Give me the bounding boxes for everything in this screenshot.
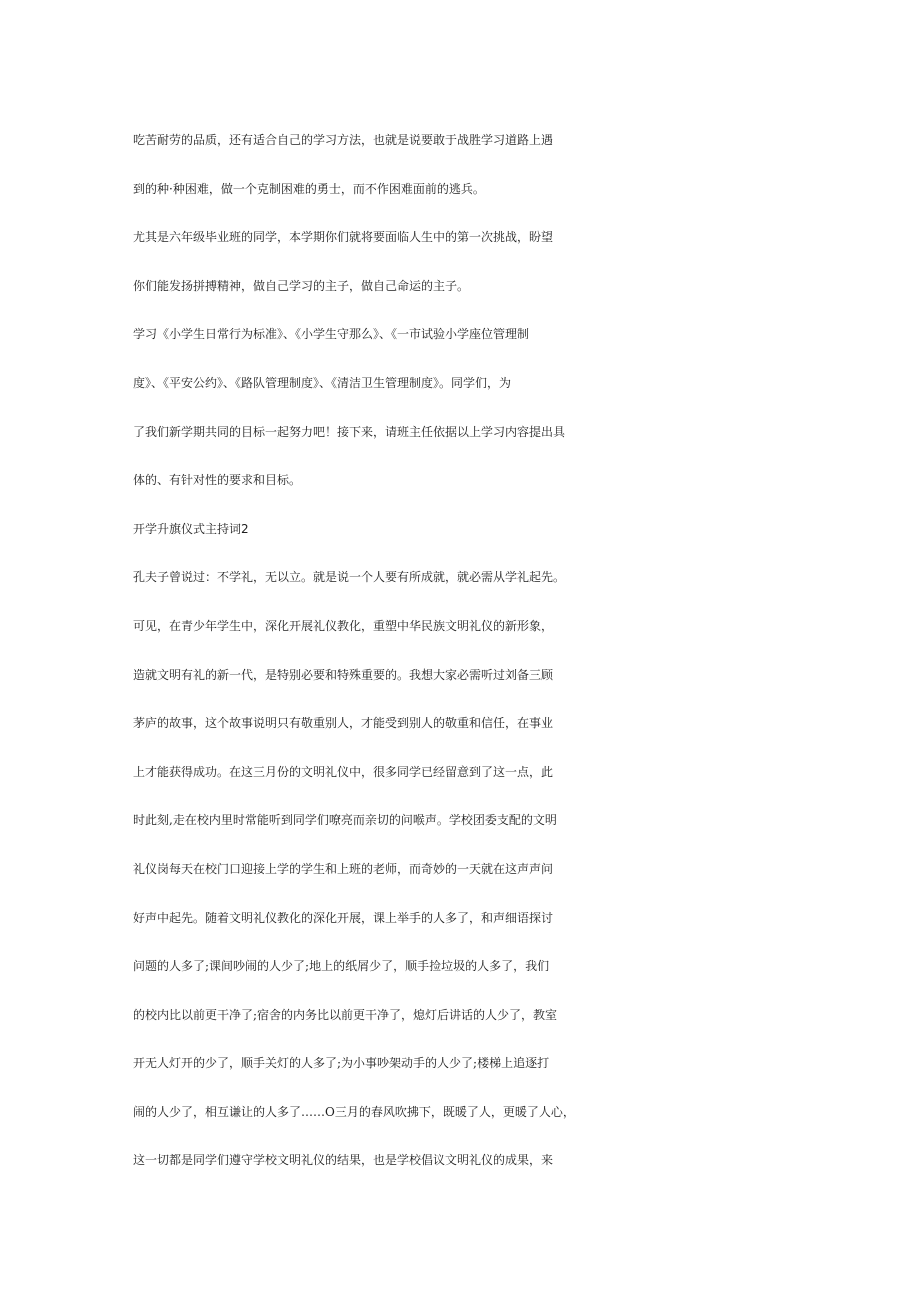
text-line: 吃苦耐劳的品质，还有适合自己的学习方法，也就是说要敢于战胜学习道路上遇 xyxy=(133,133,554,147)
document-body xyxy=(133,116,803,1185)
text-line: 可见，在青少年学生中，深化开展礼仪教化，重塑中华民族文明礼仪的新形象， xyxy=(133,618,554,633)
text-line: 造就文明有礼的新一代，是特别必要和特殊重要的。我想大家必需听过刘备三顾 xyxy=(133,667,554,682)
text-line: 好声中起先。随着文明礼仪教化的深化开展，课上举手的人多了，和声细语探讨 xyxy=(133,910,554,925)
text-line: 时此刻,走在校内里时常能听到同学们嘹亮而亲切的问喉声。学校团委支配的文明 xyxy=(133,813,557,828)
text-line: 度》、《平安公约》、《路队管理制度》、《清洁卫生管理制度》。同学们，为 xyxy=(133,375,512,390)
text-line: 礼仪岗每天在校门口迎接上学的学生和上班的老师，而奇妙的一天就在这声声问 xyxy=(133,861,554,876)
text-line: 这一切都是同学们遵守学校文明礼仪的结果，也是学校倡议文明礼仪的成果，来 xyxy=(133,1153,554,1168)
text-line: 问题的人多了;课间吵闹的人少了;地上的纸屑少了，顺手捡垃圾的人多了，我们 xyxy=(133,959,550,974)
text-line: 了我们新学期共同的目标一起努力吧！接下来，请班主任依据以上学习内容提出具 xyxy=(133,424,566,439)
text-line: 体的、有针对性的要求和目标。 xyxy=(133,473,302,488)
text-line: 闹的人少了，相互谦让的人多了……O三月的春风吹拂下，既暖了人，更暖了人心， xyxy=(133,1104,575,1119)
text-line: 茅庐的故事，这个故事说明只有敬重别人，才能受到别人的敬重和信任，在事业 xyxy=(133,716,554,731)
text-line: 开无人灯开的少了，顺手关灯的人多了;为小事吵架动手的人少了;楼梯上追逐打 xyxy=(133,1056,550,1071)
text-line: 上才能获得成功。在这三月份的文明礼仪中，很多同学已经留意到了这一点，此 xyxy=(133,764,554,779)
text-line: 到的种·种困难，做一个克制困难的勇士，而不作困难面前的逃兵。 xyxy=(133,181,485,196)
text-line: 孔夫子曾说过：不学礼，无以立。就是说一个人要有所成就，就必需从学礼起先。 xyxy=(133,570,566,585)
text-line: 学习《小学生日常行为标准》、《小学生守那么》、《一市试验小学座位管理制 xyxy=(133,327,530,342)
text-line: 的校内比以前更干净了;宿舍的内务比以前更干净了，熄灯后讲话的人少了，教室 xyxy=(133,1007,558,1022)
section-heading: 开学升旗仪式主持词2 xyxy=(133,521,249,536)
text-line: 你们能发扬拼搏精神，做自己学习的主子，做自己命运的主子。 xyxy=(133,278,470,293)
text-line: 尤其是六年级毕业班的同学，本学期你们就将要面临人生中的第一次挑战，盼望 xyxy=(133,230,554,245)
